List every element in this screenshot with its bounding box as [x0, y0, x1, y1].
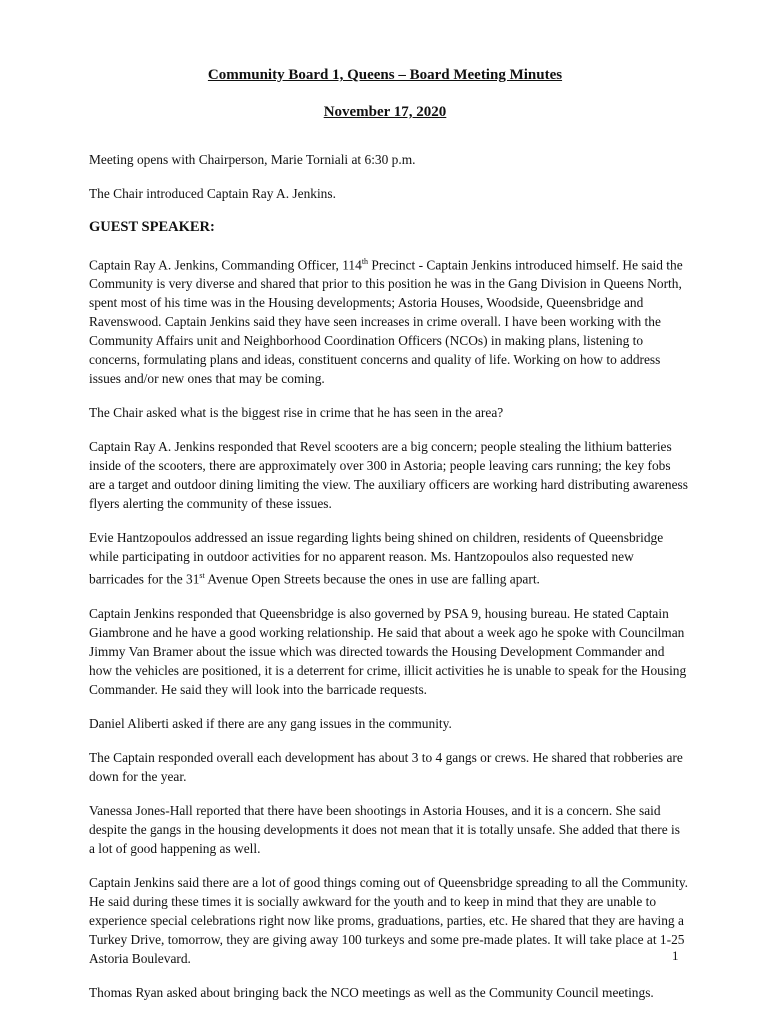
minutes-body: [89, 150, 689, 1017]
document-title: Community Board 1, Queens – Board Meeting Minutes: [207, 67, 563, 83]
paragraph-aliberti: Daniel Aliberti asked if there are any gang issues in the community.: [89, 715, 452, 731]
paragraph-captain-good-things: Captain Jenkins said there are a lot of good things coming out of Queensbridge spreading to all the Community. He said during these times it is socially awkward for the youth and to keep in mind that they are unable to experience special celebrations right now like proms, graduations, parties, etc. He shared that they are having a Turkey Drive, tomorrow, they are giving away 100 turkeys and some pre-made plates. It will take place at 1-25 Astoria Boulevard.: [89, 874, 688, 966]
ordinal-suffix: th: [361, 257, 369, 266]
page-number: 1: [672, 948, 679, 963]
paragraph-chair-question: The Chair asked what is the biggest rise in crime that he has seen in the area?: [89, 405, 504, 421]
paragraph-chair-introduced: The Chair introduced Captain Ray A. Jenkins.: [89, 186, 336, 201]
paragraph-jones-hall: Vanessa Jones-Hall reported that there have been shootings in Astoria Houses, and it is a concern. She said despite the gangs in the housing developments it does not mean that it is totally unsafe. She added that there is a lot of good happening as well.: [89, 802, 680, 856]
paragraph-meeting-opens: Meeting opens with Chairperson, Marie Torniali at 6:30 p.m.: [89, 152, 416, 167]
paragraph-ryan: Thomas Ryan asked about bringing back the NCO meetings as well as the Community Council meetings.: [89, 984, 654, 1000]
section-heading-guest-speaker: GUEST SPEAKER:: [89, 219, 215, 235]
paragraph-captain-gangs: The Captain responded overall each development has about 3 to 4 gangs or crews. He shared that robberies are down for the year.: [89, 749, 683, 784]
ordinal-suffix: st: [199, 571, 205, 581]
meeting-date: November 17, 2020: [323, 104, 447, 120]
paragraph-captain-intro: Captain Ray A. Jenkins, Commanding Officer, 114th Precinct - Captain Jenkins introduced himself. He said the Community is very diverse and shared that prior to this position he was in the Gang Division in Queens North, spent most of his time was in the Housing developments; Astoria Houses, Woodside, Queensbridge and Ravenswood. Captain Jenkins said they have seen increases in crime overall. I have been working with the Community Affairs unit and Neighborhood Coordination Officers (NCOs) in making plans, listening to concerns, formulating plans and ideas, constituent concerns and quality of life. Working on how to address issues and/or new ones that may be coming.: [89, 257, 683, 387]
paragraph-captain-response-scooters: Captain Ray A. Jenkins responded that Revel scooters are a big concern; people stealing the lithium batteries inside of the scooters, there are approximately over 300 in Astoria; people leaving cars running; the key fobs are a target and outdoor dining limiting the view. The auxiliary officers are working hard distributing awareness flyers alerting the community of these issues.: [89, 439, 688, 512]
paragraph-hantzopoulos: Evie Hantzopoulos addressed an issue regarding lights being shined on children, residents of Queensbridge while participating in outdoor activities for no apparent reason. Ms. Hantzopoulos also requested new barricades for the 31st Avenue Open Streets because the ones in use are falling apart.: [89, 530, 664, 587]
paragraph-captain-response-queensbridge: Captain Jenkins responded that Queensbridge is also governed by PSA 9, housing bureau. He stated Captain Giambrone and he have a good working relationship. He said that about a week ago he spoke with Councilman Jimmy Van Bramer about the issue which was directed towards the Housing Development Commander and how the vehicles are positioned, it is a deterrent for crime, illicit activities he is unable to speak for the Housing Commander. He said they will look into the barricade requests.: [89, 605, 687, 697]
